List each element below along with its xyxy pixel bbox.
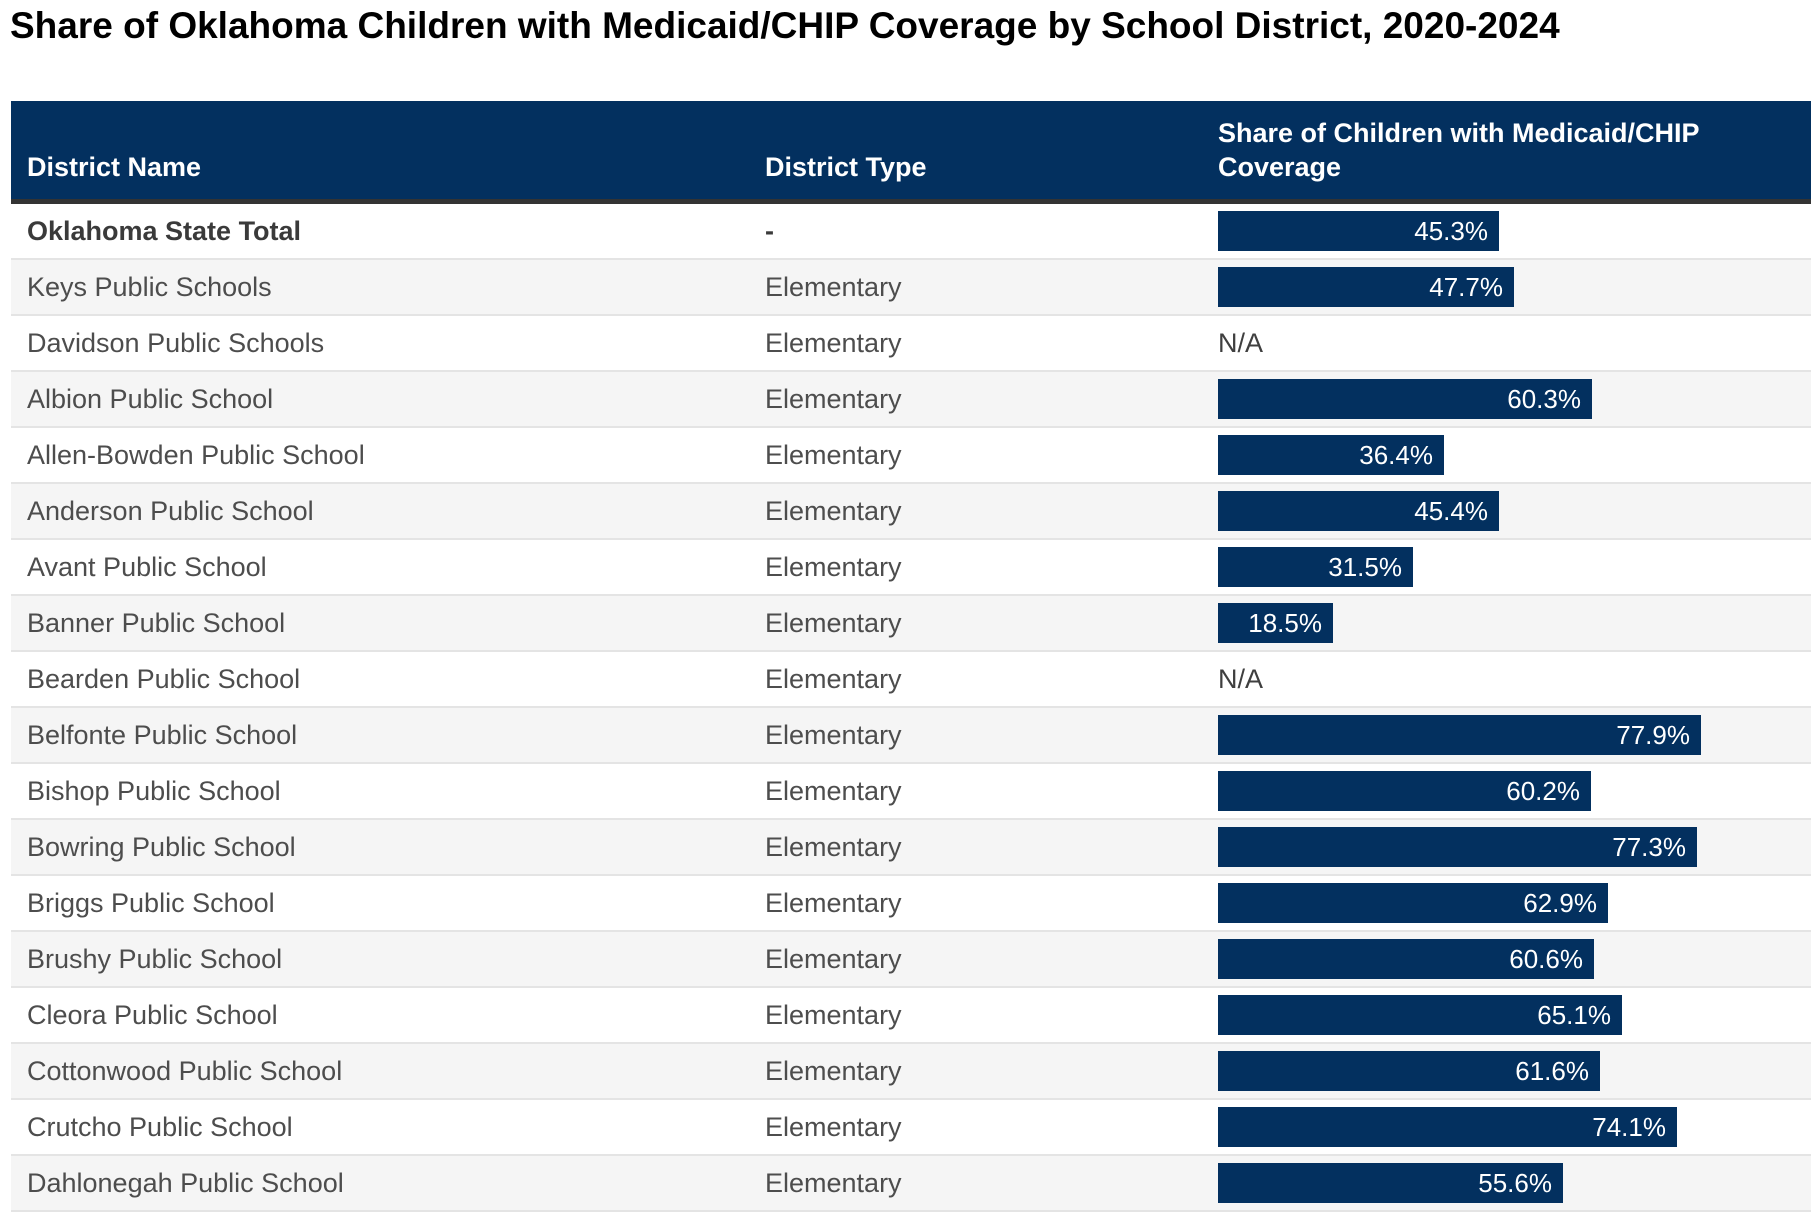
district-name-cell: Brushy Public School [27,944,283,974]
district-name-cell: Crutcho Public School [27,1112,293,1142]
table-row [11,1100,1811,1156]
share-cell [1202,988,1811,1042]
coverage-bar-value: 62.9% [1523,888,1597,918]
coverage-bar [1218,995,1622,1035]
district-type-cell: Elementary [765,496,902,526]
district-type-cell: Elementary [765,328,902,358]
coverage-bar [1218,1051,1600,1091]
share-cell [1202,1044,1811,1098]
district-type-cell: Elementary [765,440,902,470]
coverage-bar-value: 31.5% [1328,552,1402,582]
district-name-cell: Banner Public School [27,608,286,638]
share-cell [1202,484,1811,538]
share-cell [1202,932,1811,986]
district-name-cell: Albion Public School [27,384,274,414]
table-row [11,428,1811,484]
coverage-bar-value: 60.3% [1507,384,1581,414]
district-name-cell: Davidson Public Schools [27,328,325,358]
district-type-cell: Elementary [765,720,902,750]
coverage-bar-value: 60.6% [1509,944,1583,974]
table-row [11,988,1811,1044]
table-row [11,204,1811,260]
district-name-cell: Dahlonegah Public School [27,1168,344,1198]
share-cell [1202,540,1811,594]
coverage-bar [1218,435,1444,475]
page-title: Share of Oklahoma Children with Medicaid/CHIP Coverage by School District, 2020-2024 [10,5,1560,46]
district-type-cell: Elementary [765,552,902,582]
district-type-cell: Elementary [765,1000,902,1030]
coverage-bar [1218,267,1514,307]
coverage-bar-value: 60.2% [1506,776,1580,806]
district-name-cell: Keys Public Schools [27,272,272,302]
share-cell [1202,316,1811,370]
coverage-bar [1218,883,1608,923]
coverage-bar-value: 18.5% [1248,608,1322,638]
share-cell [1202,372,1811,426]
district-type-cell: Elementary [765,888,902,918]
table-row [11,764,1811,820]
district-name-cell: Belfonte Public School [27,720,298,750]
na-value: N/A [1218,328,1264,358]
district-name-cell: Oklahoma State Total [27,216,302,246]
coverage-bar [1218,491,1499,531]
share-cell [1202,820,1811,874]
table-row [11,1044,1811,1100]
district-name-cell: Allen-Bowden Public School [27,440,365,470]
coverage-bar [1218,771,1591,811]
district-type-cell: Elementary [765,272,902,302]
share-cell [1202,1156,1811,1210]
table-row [11,708,1811,764]
share-cell [1202,204,1811,258]
district-type-cell: Elementary [765,1168,902,1198]
coverage-bar-value: 36.4% [1359,440,1433,470]
district-type-cell: Elementary [765,944,902,974]
table-row [11,372,1811,428]
share-cell [1202,652,1811,706]
coverage-bar-value: 77.9% [1616,720,1690,750]
district-name-cell: Bishop Public School [27,776,281,806]
share-cell [1202,260,1811,314]
table-body [11,204,1811,1212]
district-type-cell: Elementary [765,776,902,806]
coverage-bar [1218,379,1592,419]
coverage-bar [1218,1107,1677,1147]
coverage-bar-value: 55.6% [1478,1168,1552,1198]
share-cell [1202,596,1811,650]
district-type-cell: Elementary [765,1056,902,1086]
district-name-cell: Cleora Public School [27,1000,278,1030]
share-cell [1202,1100,1811,1154]
coverage-bar [1218,1163,1563,1203]
district-name-cell: Cottonwood Public School [27,1056,343,1086]
share-cell [1202,764,1811,818]
share-cell [1202,428,1811,482]
column-header-district-type: District Type [765,152,927,183]
na-value: N/A [1218,664,1264,694]
district-type-cell: Elementary [765,664,902,694]
column-header-share: Share of Children with Medicaid/CHIP Coverage [1218,117,1700,183]
coverage-bar [1218,547,1413,587]
coverage-bar [1218,715,1701,755]
table-row [11,260,1811,316]
district-type-cell: Elementary [765,832,902,862]
share-cell [1202,708,1811,762]
share-cell [1202,876,1811,930]
district-name-cell: Bowring Public School [27,832,296,862]
district-name-cell: Avant Public School [27,552,267,582]
coverage-bar-value: 45.3% [1414,216,1488,246]
coverage-bar-value: 74.1% [1592,1112,1666,1142]
table-row [11,932,1811,988]
table-row [11,484,1811,540]
coverage-bar-value: 65.1% [1537,1000,1611,1030]
district-type-cell: Elementary [765,608,902,638]
district-type-cell: Elementary [765,1112,902,1142]
coverage-bar-value: 45.4% [1414,496,1488,526]
coverage-bar-value: 61.6% [1515,1056,1589,1086]
district-type-cell: - [765,216,774,246]
district-name-cell: Bearden Public School [27,664,301,694]
table-row [11,876,1811,932]
coverage-bar [1218,827,1697,867]
table-row [11,820,1811,876]
coverage-bar [1218,603,1333,643]
coverage-bar [1218,939,1594,979]
coverage-bar-value: 47.7% [1429,272,1503,302]
table-row [11,540,1811,596]
district-name-cell: Briggs Public School [27,888,275,918]
table-row [11,652,1811,708]
table-row [11,316,1811,372]
column-header-district-name: District Name [27,152,202,183]
table-header-row [11,101,1811,204]
coverage-bar [1218,211,1499,251]
coverage-table [11,101,1811,1212]
table-row [11,596,1811,652]
coverage-bar-value: 77.3% [1612,832,1686,862]
district-type-cell: Elementary [765,384,902,414]
district-name-cell: Anderson Public School [27,496,314,526]
table-row [11,1156,1811,1212]
